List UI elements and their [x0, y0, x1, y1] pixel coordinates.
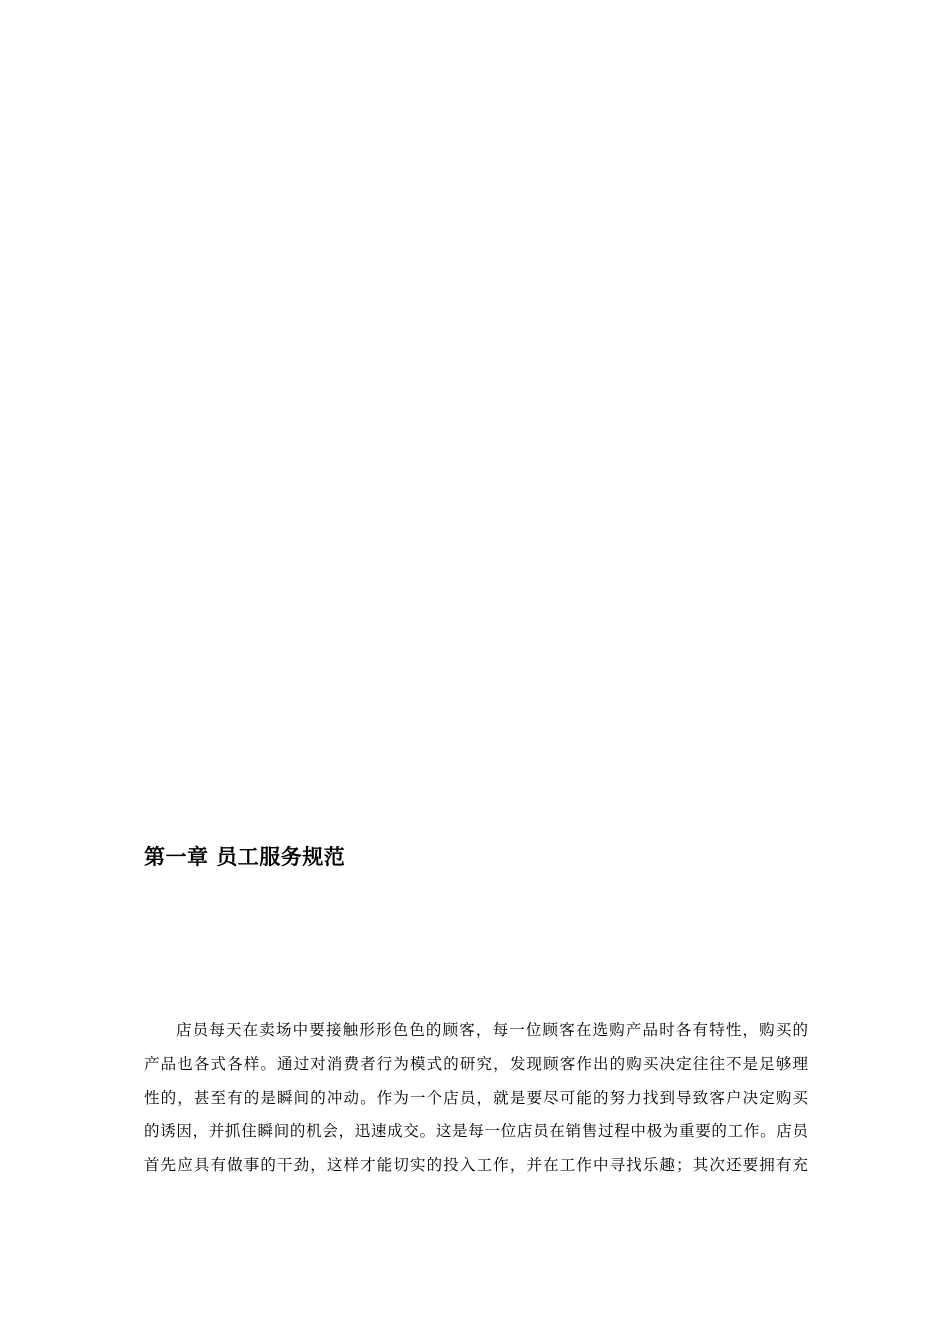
paragraph-line: 产品也各式各样。通过对消费者行为模式的研究，发现顾客作出的购买决定往往不是足够理: [144, 1054, 808, 1073]
paragraph-line: 首先应具有做事的干劲，这样才能切实的投入工作，并在工作中寻找乐趣；其次还要拥有充: [144, 1156, 808, 1175]
paragraph-line: 店员每天在卖场中要接触形形色色的顾客，每一位顾客在选购产品时各有特性，购买的: [176, 1021, 808, 1039]
chapter-title: 第一章 员工服务规范: [144, 845, 346, 869]
body-paragraph: [144, 1014, 808, 1183]
paragraph-line: 的诱因，并抓住瞬间的机会，迅速成交。这是每一位店员在销售过程中极为重要的工作。店员: [144, 1122, 808, 1141]
paragraph-line: 性的，甚至有的是瞬间的冲动。作为一个店员，就是要尽可能的努力找到导致客户决定购买: [144, 1088, 808, 1107]
